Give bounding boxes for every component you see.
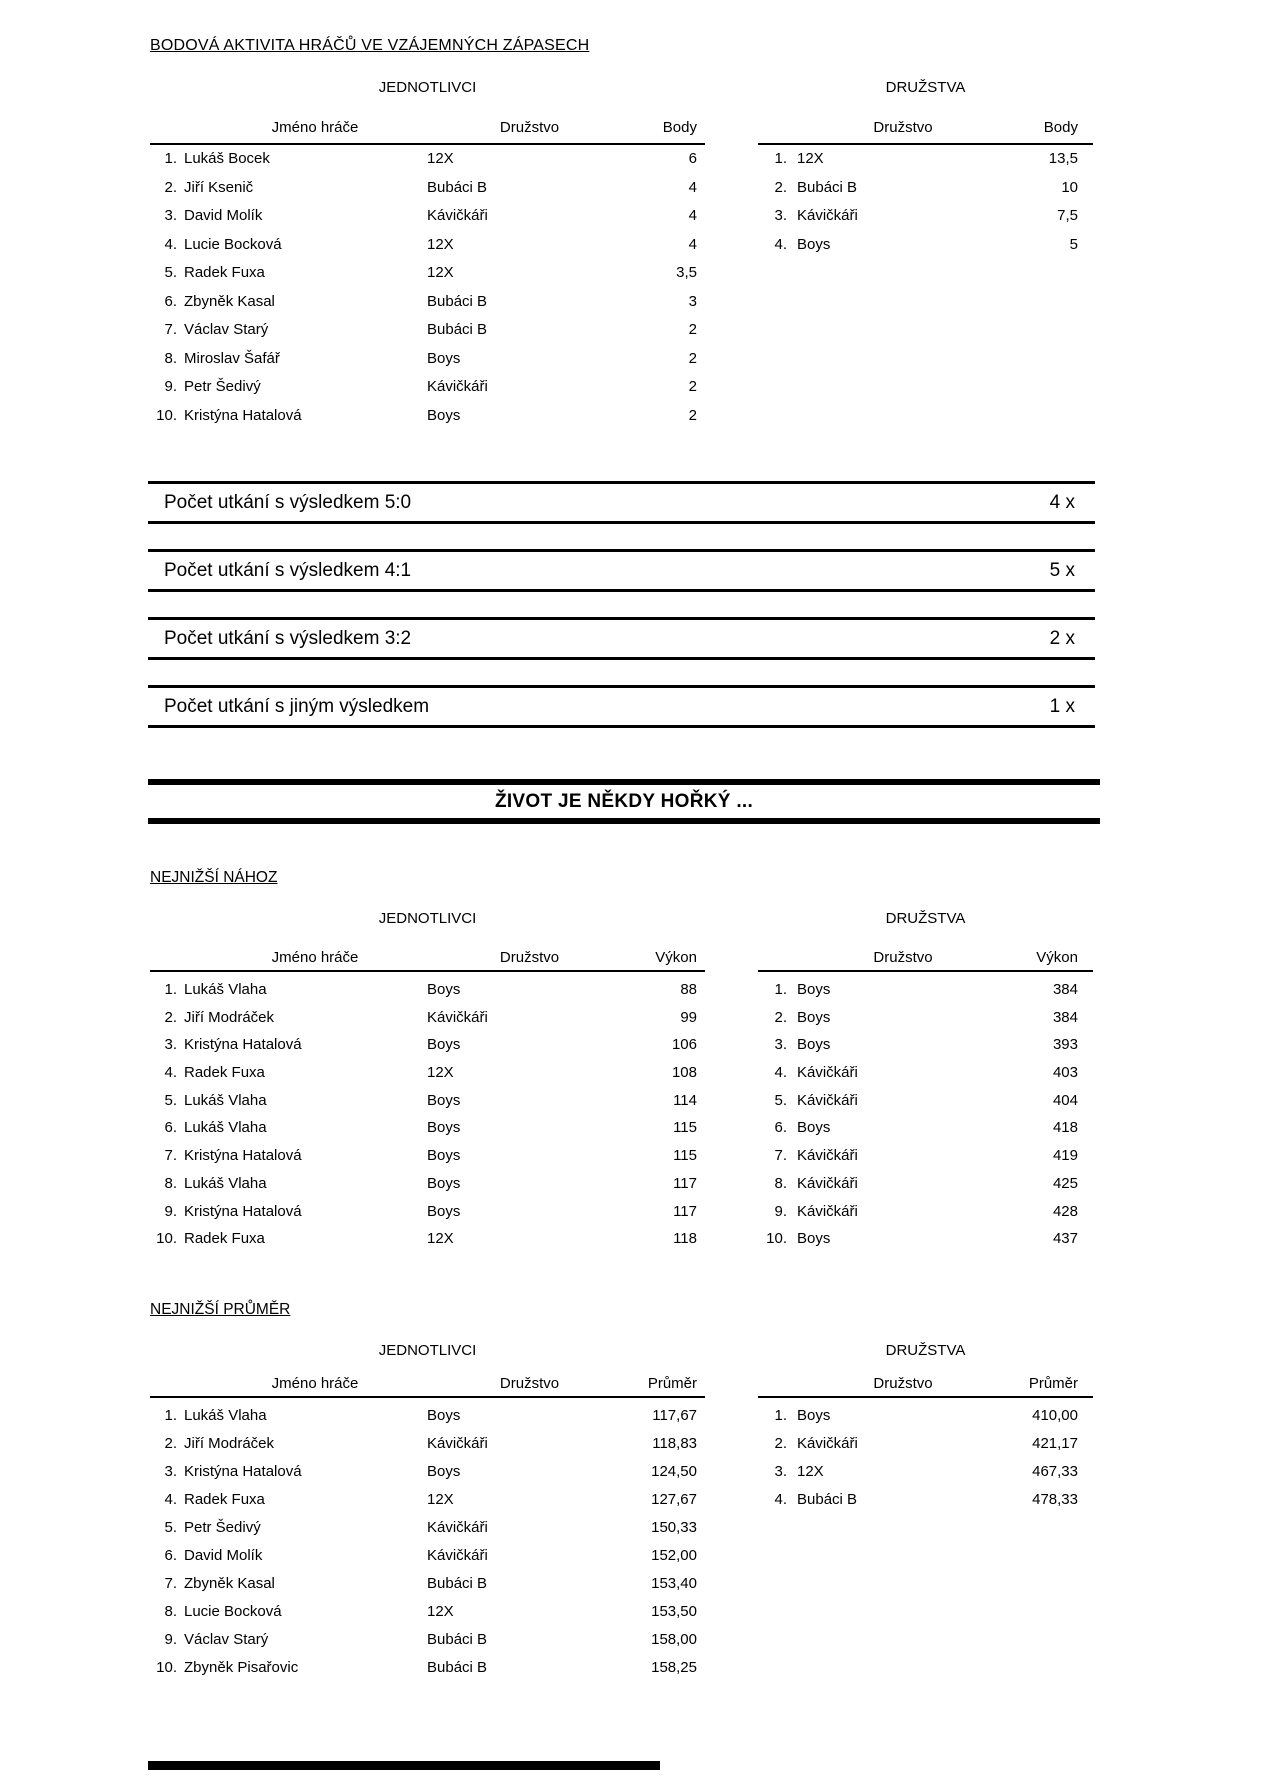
team-name: Boys <box>797 981 831 998</box>
row-rank: 5. <box>164 1519 177 1536</box>
row-value: 2 <box>688 321 697 338</box>
table-row <box>150 145 705 174</box>
table-row <box>150 259 705 288</box>
team-name: Kávičkáři <box>427 1519 488 1536</box>
points-teams-subtitle: DRUŽSTVA <box>885 79 966 96</box>
result-count-banner <box>148 481 1095 524</box>
table-row <box>758 1430 1093 1458</box>
row-value: 108 <box>671 1064 697 1082</box>
table-row <box>150 1514 705 1542</box>
table-row <box>150 1570 705 1598</box>
team-name: 12X <box>427 150 454 167</box>
average-teams-table <box>758 1371 1093 1514</box>
row-value: 153,40 <box>651 1575 697 1592</box>
team-name: Kávičkáři <box>797 1091 858 1109</box>
table-row <box>758 1004 1093 1032</box>
banner-label: Počet utkání s výsledkem 4:1 <box>164 559 412 581</box>
team-column-header: Družstvo <box>873 119 933 136</box>
team-name: Kávičkáři <box>797 1202 858 1220</box>
banner-label: Počet utkání s jiným výsledkem <box>164 695 430 717</box>
row-rank: 8. <box>774 1174 787 1192</box>
table-row <box>758 1486 1093 1514</box>
table-row <box>150 1031 705 1059</box>
row-value: 118,83 <box>652 1435 697 1452</box>
row-rank: 9. <box>164 1202 177 1220</box>
row-value: 437 <box>1052 1230 1078 1248</box>
result-count-banner <box>148 685 1095 728</box>
row-value: 393 <box>1052 1036 1078 1054</box>
table-header-row <box>150 945 705 972</box>
row-value: 4 <box>688 207 697 224</box>
team-name: Boys <box>427 981 461 998</box>
team-name: 12X <box>427 1603 454 1620</box>
team-name: Boys <box>427 349 461 367</box>
player-name: Radek Fuxa <box>184 1230 265 1248</box>
row-value: 410,00 <box>1032 1407 1078 1424</box>
points-teams-table <box>758 112 1093 259</box>
row-rank: 1. <box>164 1407 177 1424</box>
player-name: Petr Šedivý <box>184 1519 261 1536</box>
row-rank: 3. <box>164 1463 177 1480</box>
row-rank: 1. <box>164 981 177 998</box>
row-value: 117,67 <box>652 1407 697 1424</box>
team-name: Kávičkáři <box>797 1064 858 1082</box>
value-column-header: Výkon <box>1036 949 1078 966</box>
table-row <box>758 1170 1093 1198</box>
player-name: Zbyněk Pisařovic <box>184 1659 299 1676</box>
table-body <box>150 976 705 1253</box>
table-row <box>758 1031 1093 1059</box>
team-name: Boys <box>427 1407 461 1424</box>
row-value: 404 <box>1052 1091 1078 1109</box>
team-name: Boys <box>797 1008 831 1026</box>
section-divider <box>148 779 1100 824</box>
table-row <box>150 1114 705 1142</box>
row-rank: 1. <box>774 150 787 167</box>
team-name: Boys <box>427 1119 461 1137</box>
row-rank: 10. <box>156 1659 177 1676</box>
table-row <box>758 1087 1093 1115</box>
table-row <box>758 1059 1093 1087</box>
player-name: Miroslav Šafář <box>184 349 280 367</box>
table-row <box>150 345 705 374</box>
row-value: 150,33 <box>651 1519 697 1536</box>
table-row <box>150 402 705 431</box>
table-row <box>150 1004 705 1032</box>
team-name: 12X <box>797 1463 824 1480</box>
team-name: Boys <box>797 235 831 253</box>
table-header-row <box>150 1371 705 1398</box>
player-name: Václav Starý <box>184 1631 269 1648</box>
table-header-row <box>758 945 1093 972</box>
points-individuals-subtitle: JEDNOTLIVCI <box>378 79 477 96</box>
table-row <box>150 1598 705 1626</box>
player-name: Václav Starý <box>184 321 269 338</box>
team-name: Boys <box>427 1463 461 1480</box>
team-name: Bubáci B <box>427 292 488 310</box>
row-rank: 4. <box>164 1064 177 1082</box>
player-name: Lucie Bocková <box>184 235 282 253</box>
team-name: Boys <box>427 1202 461 1220</box>
row-rank: 7. <box>164 321 177 338</box>
row-rank: 10. <box>156 1230 177 1248</box>
team-name: Boys <box>427 1036 461 1054</box>
row-value: 158,25 <box>651 1659 697 1676</box>
player-name: Lukáš Vlaha <box>184 1091 267 1109</box>
player-column-header: Jméno hráče <box>271 119 359 136</box>
banner-value: 2 x <box>1049 627 1075 649</box>
throw-teams-subtitle: DRUŽSTVA <box>885 910 966 927</box>
row-rank: 4. <box>774 235 787 253</box>
table-row <box>150 231 705 260</box>
table-row <box>150 174 705 203</box>
row-value: 478,33 <box>1032 1491 1078 1508</box>
row-value: 7,5 <box>1057 207 1078 224</box>
row-rank: 2. <box>164 1008 177 1026</box>
row-rank: 2. <box>164 178 177 196</box>
team-column-header: Družstvo <box>499 949 560 966</box>
team-name: Kávičkáři <box>427 1435 488 1452</box>
row-rank: 4. <box>774 1491 787 1508</box>
row-rank: 7. <box>164 1147 177 1165</box>
row-value: 13,5 <box>1048 150 1078 167</box>
player-name: Lukáš Bocek <box>184 150 270 167</box>
row-rank: 4. <box>164 235 177 253</box>
table-row <box>150 202 705 231</box>
row-rank: 7. <box>774 1147 787 1165</box>
player-name: Kristýna Hatalová <box>184 1463 302 1480</box>
table-row <box>758 174 1093 203</box>
row-value: 384 <box>1052 1008 1078 1026</box>
team-name: Boys <box>797 1230 831 1248</box>
points-individuals-table <box>150 112 705 430</box>
row-value: 419 <box>1052 1147 1078 1165</box>
player-name: Jiří Ksenič <box>184 178 254 196</box>
player-name: Lucie Bocková <box>184 1603 282 1620</box>
average-individuals-table <box>150 1371 705 1682</box>
row-value: 4 <box>688 235 697 253</box>
row-rank: 2. <box>774 1008 787 1026</box>
table-row <box>758 1114 1093 1142</box>
team-column-header: Družstvo <box>873 1375 933 1392</box>
table-row <box>150 976 705 1004</box>
table-body <box>150 1402 705 1682</box>
team-name: Bubáci B <box>427 1659 488 1676</box>
row-value: 10 <box>1061 178 1078 196</box>
throw-individuals-table <box>150 945 705 1253</box>
banner-label: Počet utkání s výsledkem 5:0 <box>164 491 412 513</box>
value-column-header: Průměr <box>647 1375 697 1392</box>
value-column-header: Průměr <box>1028 1375 1078 1392</box>
row-rank: 9. <box>164 378 177 395</box>
row-rank: 9. <box>164 1631 177 1648</box>
table-row <box>758 202 1093 231</box>
row-value: 124,50 <box>651 1463 697 1480</box>
value-column-header: Body <box>662 119 697 136</box>
team-column-header: Družstvo <box>499 119 560 136</box>
row-rank: 6. <box>164 1547 177 1564</box>
row-value: 421,17 <box>1032 1435 1078 1452</box>
player-name: Lukáš Vlaha <box>184 1119 267 1137</box>
team-name: Boys <box>797 1407 831 1424</box>
row-value: 4 <box>688 178 697 196</box>
table-row <box>150 1458 705 1486</box>
team-name: 12X <box>427 1491 454 1508</box>
team-name: Bubáci B <box>797 178 858 196</box>
row-rank: 6. <box>164 1119 177 1137</box>
throw-teams-table <box>758 945 1093 1253</box>
row-rank: 1. <box>164 150 177 167</box>
table-row <box>758 1198 1093 1226</box>
row-rank: 6. <box>774 1119 787 1137</box>
team-name: Boys <box>427 406 461 424</box>
row-value: 2 <box>688 378 697 395</box>
team-name: Boys <box>797 1036 831 1054</box>
row-rank: 4. <box>164 1491 177 1508</box>
table-row <box>758 1458 1093 1486</box>
table-header-row <box>758 112 1093 145</box>
table-header-row <box>150 112 705 145</box>
row-rank: 1. <box>774 981 787 998</box>
lowest-throw-heading: NEJNIŽŠÍ NÁHOZ <box>150 869 278 886</box>
row-value: 127,67 <box>651 1491 697 1508</box>
row-rank: 2. <box>774 1435 787 1452</box>
row-value: 418 <box>1052 1119 1078 1137</box>
team-name: Kávičkáři <box>427 1547 488 1564</box>
result-count-banner <box>148 617 1095 660</box>
row-value: 6 <box>688 150 697 167</box>
player-name: Kristýna Hatalová <box>184 1147 302 1165</box>
team-column-header: Družstvo <box>499 1375 560 1392</box>
team-name: 12X <box>427 235 454 253</box>
team-name: Boys <box>427 1091 461 1109</box>
row-rank: 1. <box>774 1407 787 1424</box>
row-rank: 3. <box>164 1036 177 1054</box>
table-row <box>150 1225 705 1253</box>
team-name: 12X <box>797 150 824 167</box>
banner-value: 5 x <box>1049 559 1075 581</box>
team-name: Bubáci B <box>427 1575 488 1592</box>
row-rank: 8. <box>164 1174 177 1192</box>
row-value: 117 <box>673 1174 697 1192</box>
table-row <box>150 1654 705 1682</box>
team-name: 12X <box>427 1064 454 1082</box>
player-column-header: Jméno hráče <box>271 1375 359 1392</box>
row-rank: 10. <box>156 406 177 424</box>
row-rank: 7. <box>164 1575 177 1592</box>
row-rank: 9. <box>774 1202 787 1220</box>
row-rank: 3. <box>774 1463 787 1480</box>
value-column-header: Body <box>1043 119 1078 136</box>
team-name: Bubáci B <box>427 178 488 196</box>
player-name: Radek Fuxa <box>184 1064 265 1082</box>
table-row <box>150 1542 705 1570</box>
row-rank: 3. <box>164 207 177 224</box>
table-header-row <box>758 1371 1093 1398</box>
table-row <box>758 976 1093 1004</box>
banner-label: Počet utkání s výsledkem 3:2 <box>164 627 412 649</box>
throw-individuals-subtitle: JEDNOTLIVCI <box>378 910 477 927</box>
player-name: Zbyněk Kasal <box>184 292 275 310</box>
table-row <box>150 1087 705 1115</box>
row-value: 99 <box>680 1008 697 1026</box>
table-body <box>758 1402 1093 1514</box>
row-value: 2 <box>688 406 697 424</box>
row-value: 5 <box>1069 235 1078 253</box>
table-row <box>150 1430 705 1458</box>
value-column-header: Výkon <box>655 949 697 966</box>
table-row <box>150 1402 705 1430</box>
average-teams-subtitle: DRUŽSTVA <box>885 1342 966 1359</box>
player-name: Lukáš Vlaha <box>184 1407 267 1424</box>
team-name: Kávičkáři <box>427 207 488 224</box>
team-name: Kávičkáři <box>797 1147 858 1165</box>
banner-value: 4 x <box>1049 491 1075 513</box>
player-name: Radek Fuxa <box>184 1491 265 1508</box>
row-value: 115 <box>673 1119 697 1137</box>
row-value: 114 <box>673 1091 697 1109</box>
row-rank: 2. <box>164 1435 177 1452</box>
team-name: Bubáci B <box>427 321 488 338</box>
row-rank: 5. <box>164 1091 177 1109</box>
row-value: 2 <box>688 349 697 367</box>
banner-value: 1 x <box>1049 695 1075 717</box>
table-row <box>758 231 1093 260</box>
team-name: Kávičkáři <box>797 1435 858 1452</box>
row-value: 153,50 <box>651 1603 697 1620</box>
player-name: Lukáš Vlaha <box>184 981 267 998</box>
row-value: 403 <box>1052 1064 1078 1082</box>
team-name: Boys <box>797 1119 831 1137</box>
table-row <box>758 145 1093 174</box>
team-name: Bubáci B <box>427 1631 488 1648</box>
row-value: 118 <box>673 1230 697 1248</box>
row-rank: 4. <box>774 1064 787 1082</box>
table-row <box>150 288 705 317</box>
row-value: 3 <box>688 292 697 310</box>
table-body <box>758 145 1093 259</box>
table-row <box>150 1142 705 1170</box>
table-row <box>758 1142 1093 1170</box>
row-value: 115 <box>673 1147 697 1165</box>
row-rank: 8. <box>164 349 177 367</box>
lowest-average-heading: NEJNIŽŠÍ PRŮMĚR <box>150 1301 291 1318</box>
table-body <box>150 145 705 430</box>
table-row <box>150 1059 705 1087</box>
row-value: 117 <box>673 1202 697 1220</box>
row-value: 425 <box>1052 1174 1078 1192</box>
row-rank: 5. <box>774 1091 787 1109</box>
row-value: 384 <box>1052 981 1078 998</box>
team-name: Kávičkáři <box>797 1174 858 1192</box>
team-name: Boys <box>427 1147 461 1165</box>
cutoff-divider <box>148 1761 660 1770</box>
row-rank: 8. <box>164 1603 177 1620</box>
team-name: 12X <box>427 1230 454 1248</box>
player-name: Lukáš Vlaha <box>184 1174 267 1192</box>
player-name: Kristýna Hatalová <box>184 406 302 424</box>
team-name: Kávičkáři <box>427 1008 488 1026</box>
table-row <box>758 1402 1093 1430</box>
row-value: 88 <box>680 981 697 998</box>
team-column-header: Družstvo <box>873 949 933 966</box>
row-value: 106 <box>671 1036 697 1054</box>
page-title: BODOVÁ AKTIVITA HRÁČŮ VE VZÁJEMNÝCH ZÁPASECH <box>150 37 590 54</box>
table-row <box>150 1486 705 1514</box>
average-individuals-subtitle: JEDNOTLIVCI <box>378 1342 477 1359</box>
table-row <box>150 316 705 345</box>
player-name: Petr Šedivý <box>184 378 261 395</box>
row-value: 428 <box>1052 1202 1078 1220</box>
row-rank: 3. <box>774 207 787 224</box>
team-name: Bubáci B <box>797 1491 858 1508</box>
table-row <box>150 373 705 402</box>
player-name: Kristýna Hatalová <box>184 1036 302 1054</box>
row-rank: 3. <box>774 1036 787 1054</box>
team-name: Kávičkáři <box>427 378 488 395</box>
row-value: 3,5 <box>676 264 697 281</box>
row-value: 158,00 <box>651 1631 697 1648</box>
table-row <box>150 1170 705 1198</box>
row-rank: 6. <box>164 292 177 310</box>
row-value: 152,00 <box>651 1547 697 1564</box>
team-name: Kávičkáři <box>797 207 858 224</box>
player-name: David Molík <box>184 1547 263 1564</box>
table-body <box>758 976 1093 1253</box>
player-column-header: Jméno hráče <box>271 949 359 966</box>
row-rank: 2. <box>774 178 787 196</box>
row-value: 467,33 <box>1032 1463 1078 1480</box>
player-name: Jiří Modráček <box>184 1435 275 1452</box>
table-row <box>150 1626 705 1654</box>
divider-title: ŽIVOT JE NĚKDY HOŘKÝ ... <box>494 790 754 812</box>
row-rank: 10. <box>766 1230 787 1248</box>
row-rank: 5. <box>164 264 177 281</box>
table-row <box>758 1225 1093 1253</box>
player-name: Radek Fuxa <box>184 264 265 281</box>
player-name: Zbyněk Kasal <box>184 1575 275 1592</box>
team-name: Boys <box>427 1174 461 1192</box>
table-row <box>150 1198 705 1226</box>
player-name: Jiří Modráček <box>184 1008 275 1026</box>
player-name: David Molík <box>184 207 263 224</box>
team-name: 12X <box>427 264 454 281</box>
result-count-banner <box>148 549 1095 592</box>
player-name: Kristýna Hatalová <box>184 1202 302 1220</box>
